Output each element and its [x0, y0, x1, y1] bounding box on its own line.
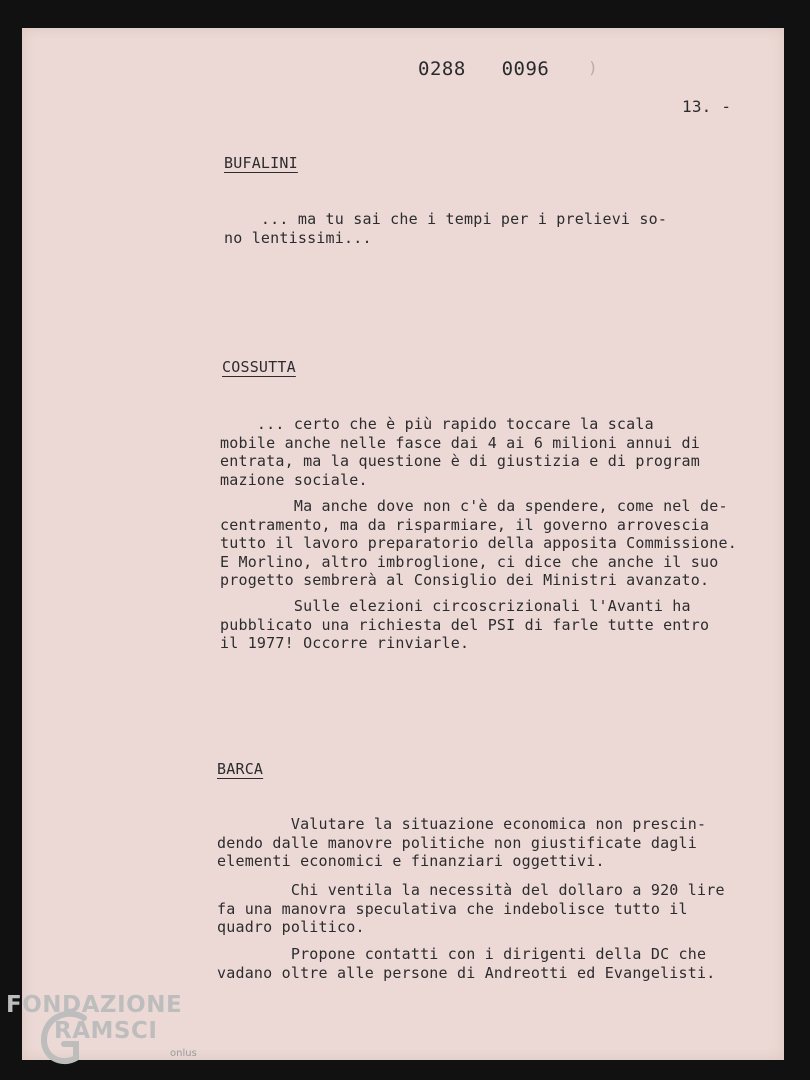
paragraph: Propone contatti con i dirigenti della DC che vadano oltre alle persone di Andreotti ed Evangelisti.: [217, 945, 716, 982]
speaker-heading-bufalini: BUFALINI: [224, 154, 298, 172]
speaker-heading-cossutta: COSSUTTA: [222, 358, 296, 376]
margin-mark: ): [588, 58, 598, 77]
paragraph: Ma anche dove non c'è da spendere, come nel de- centramento, ma da risparmiare, il governo arrovescia tutto il lavoro preparatorio della apposita Commissione. E Morlino, altro imbroglione, ci dice che anche il suo progetto sembrerà al Consiglio dei Ministri avanzato.: [220, 497, 737, 590]
speaker-heading-barca: BARCA: [217, 760, 264, 778]
paragraph: ... certo che è più rapido toccare la scala mobile anche nelle fasce dai 4 ai 6 milioni annui di entrata, ma la questione è di giustizia e di program mazione sociale.: [220, 415, 700, 489]
logo-line2: RAMSCI: [54, 1018, 158, 1044]
paragraph: Sulle elezioni circoscrizionali l'Avanti ha pubblicato una richiesta del PSI di farle tutte entro il 1977! Occorre rinviarle.: [220, 597, 710, 653]
paragraph: ... ma tu sai che i tempi per i prelievi so- no lentissimi...: [224, 210, 668, 247]
paragraph: Valutare la situazione economica non prescin- dendo dalle manovre politiche non giustificate dagli elementi economici e finanziari oggettivi.: [217, 815, 707, 871]
logo-line1: FONDAZIONE: [6, 992, 183, 1018]
document-number: 0288 0096: [418, 58, 550, 80]
logo-onlus: onlus: [170, 1048, 197, 1059]
page-number: 13. -: [682, 97, 732, 116]
paragraph: Chi ventila la necessità del dollaro a 920 lire fa una manovra speculativa che indebolisce tutto il quadro politico.: [217, 881, 725, 937]
fondazione-gramsci-logo: [6, 990, 216, 1074]
